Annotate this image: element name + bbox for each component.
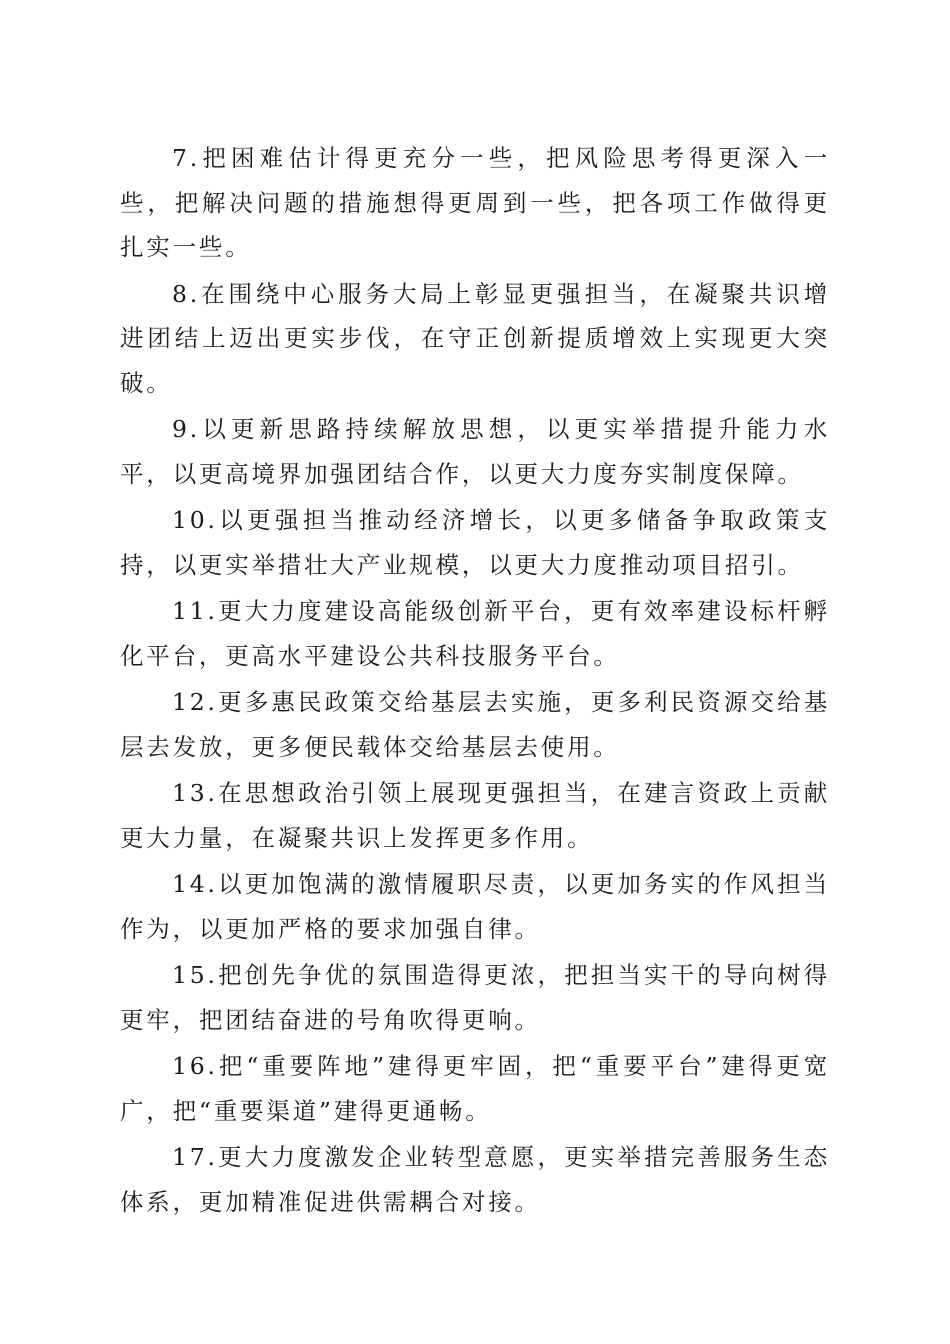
paragraph-9: 9.以更新思路持续解放思想，以更实举措提升能力水平，以更高境界加强团结合作，以更大力度夯实制度保障。	[120, 415, 830, 488]
paragraph-11: 11.更大力度建设高能级创新平台，更有效率建设标杆孵化平台，更高水平建设公共科技服务平台。	[120, 597, 830, 670]
paragraph-12: 12.更多惠民政策交给基层去实施，更多利民资源交给基层去发放，更多便民载体交给基层去使用。	[120, 688, 830, 761]
paragraph-15: 15.把创先争优的氛围造得更浓，把担当实干的导向树得更牢，把团结奋进的号角吹得更响。	[120, 961, 830, 1034]
paragraph-14: 14.以更加饱满的激情履职尽责，以更加务实的作风担当作为，以更加严格的要求加强自律。	[120, 870, 830, 943]
document-body	[120, 136, 830, 1226]
paragraph-13: 13.在思想政治引领上展现更强担当，在建言资政上贡献更大力量，在凝聚共识上发挥更多作用。	[120, 779, 830, 852]
paragraph-17: 17.更大力度激发企业转型意愿，更实举措完善服务生态体系，更加精准促进供需耦合对接。	[120, 1143, 830, 1216]
paragraph-7: 7.把困难估计得更充分一些，把风险思考得更深入一些，把解决问题的措施想得更周到一些，把各项工作做得更扎实一些。	[120, 144, 830, 261]
paragraph-8: 8.在围绕中心服务大局上彰显更强担当，在凝聚共识增进团结上迈出更实步伐，在守正创新提质增效上实现更大突破。	[120, 279, 830, 397]
paragraph-16: 16.把“重要阵地”建得更牢固，把“重要平台”建得更宽广，把“重要渠道”建得更通畅。	[120, 1052, 830, 1125]
paragraph-10: 10.以更强担当推动经济增长，以更多储备争取政策支持，以更实举措壮大产业规模，以更大力度推动项目招引。	[120, 506, 830, 579]
